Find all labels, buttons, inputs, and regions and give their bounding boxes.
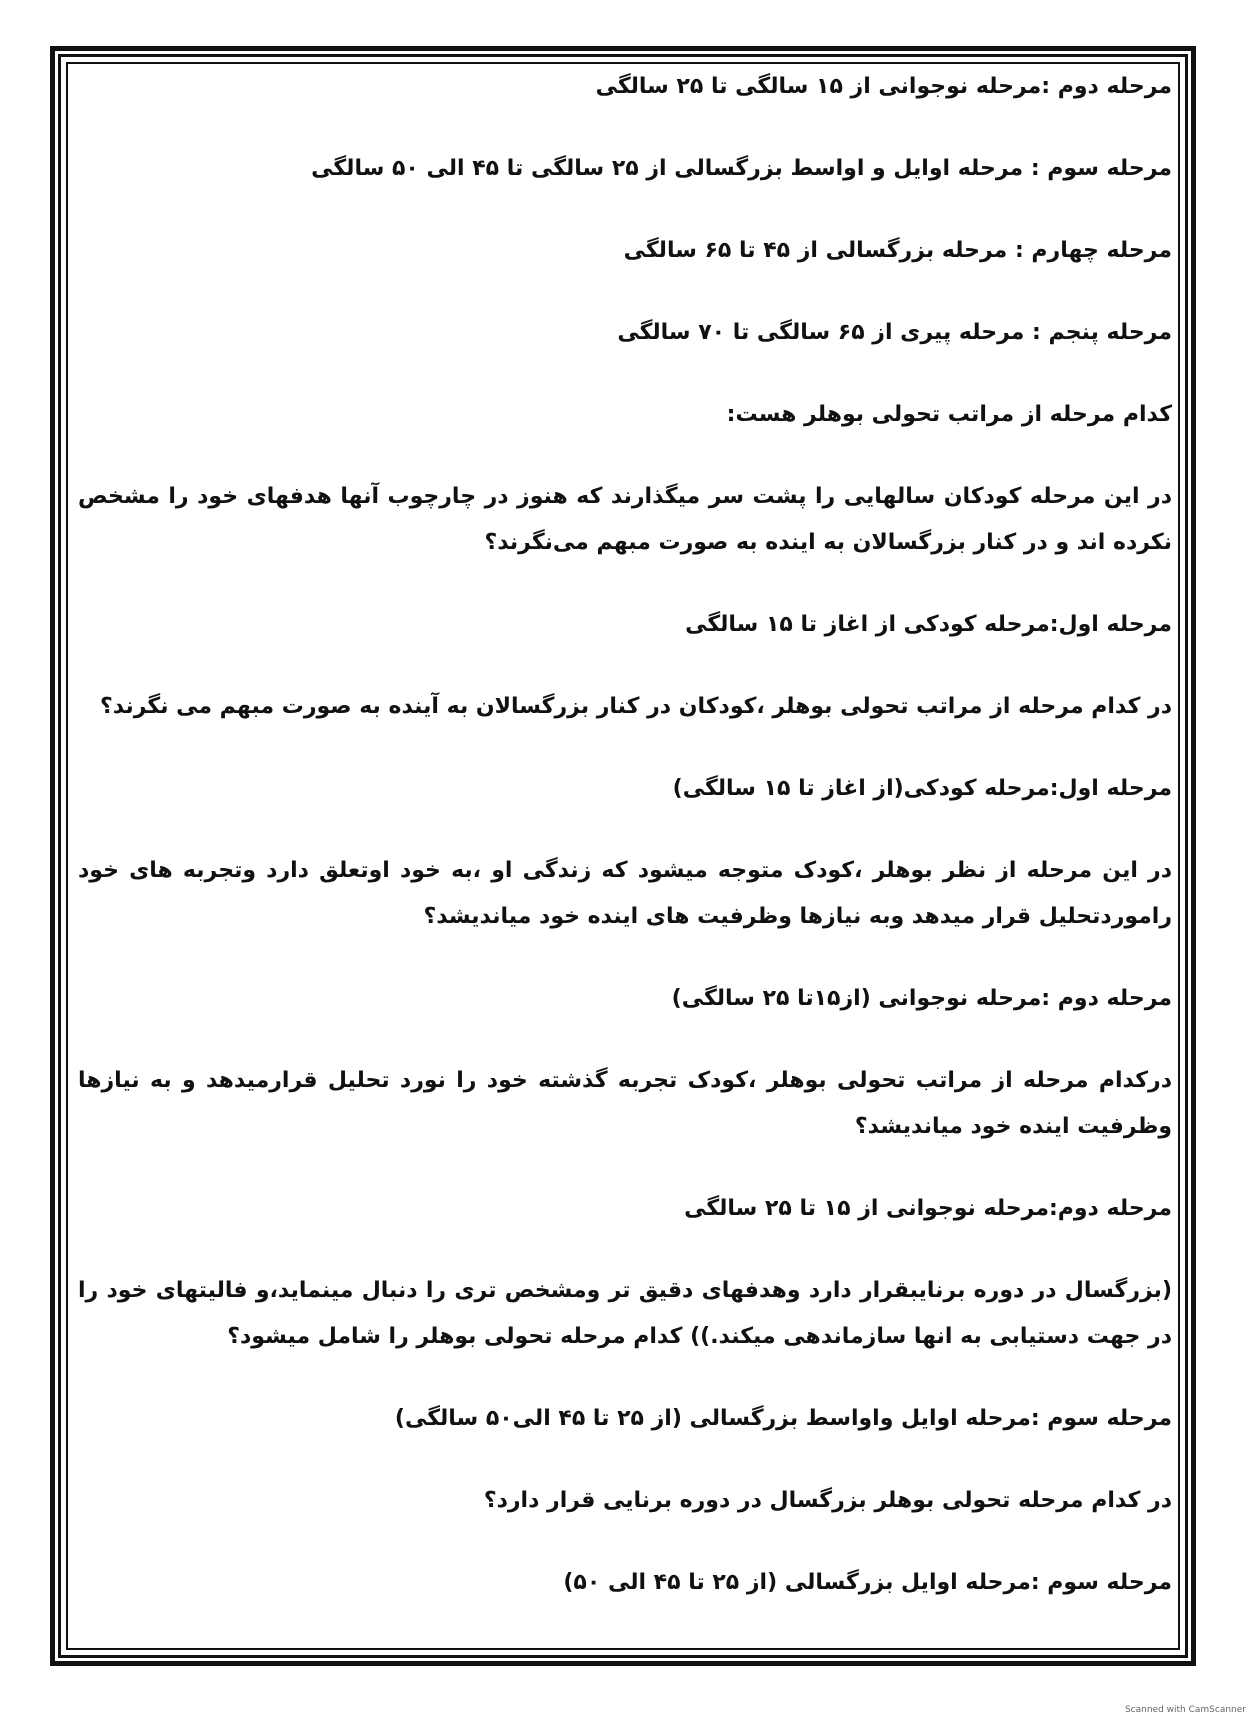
stage-five-line: مرحله پنجم : مرحله پیری از ۶۵ سالگی تا ۷۰ سالگی — [617, 320, 1172, 345]
stage-four-line: مرحله چهارم : مرحله بزرگسالی از ۴۵ تا ۶۵ سالگی — [623, 238, 1172, 263]
stage-two-line: مرحله دوم :مرحله نوجوانی از ۱۵ سالگی تا ۲۵ سالگی — [595, 74, 1172, 99]
answer-4: مرحله دوم:مرحله نوجوانی از ۱۵ تا ۲۵ سالگی — [684, 1196, 1172, 1221]
document-body — [78, 64, 1172, 1606]
question-1: در این مرحله کودکان سالهایی را پشت سر میگذارند که هنوز در چارچوب آنها هدفهای خود را مشخص نکرده اند و در کنار بزرگسالان به اینده به صورت مبهم می‌نگرند؟ — [78, 484, 1172, 555]
scanner-footer: Scanned with CamScanner — [1124, 1705, 1246, 1715]
stage-three-line: مرحله سوم : مرحله اوایل و اواسط بزرگسالی از ۲۵ سالگی تا ۴۵ الی ۵۰ سالگی — [311, 156, 1172, 181]
question-5: (بزرگسال در دوره برنایبقرار دارد وهدفهای دقیق تر ومشخص تری را دنبال مینماید،و فالیتهای خود را در جهت دستیابی به انها سازماندهی میکند.)) کدام مرحله تحولی بوهلر را شامل میشود؟ — [78, 1278, 1172, 1349]
question-2: در کدام مرحله از مراتب تحولی بوهلر ،کودکان در کنار بزرگسالان به آینده به صورت مبهم می نگرند؟ — [100, 694, 1172, 719]
answer-1: مرحله اول:مرحله کودکی از اغاز تا ۱۵ سالگی — [685, 612, 1172, 637]
answer-2: مرحله اول:مرحله کودکی(از اغاز تا ۱۵ سالگی) — [672, 776, 1172, 801]
answer-5: مرحله سوم :مرحله اوایل واواسط بزرگسالی (از ۲۵ تا ۴۵ الی۵۰ سالگی) — [394, 1406, 1172, 1431]
question-4: درکدام مرحله از مراتب تحولی بوهلر ،کودک تجربه گذشته خود را نورد تحلیل قرارمیدهد و به نیازها وظرفیت اینده خود میاندیشد؟ — [78, 1068, 1172, 1139]
question-heading: کدام مرحله از مراتب تحولی بوهلر هست: — [726, 402, 1172, 427]
answer-3: مرحله دوم :مرحله نوجوانی (از۱۵تا ۲۵ سالگی) — [671, 986, 1172, 1011]
answer-6: مرحله سوم :مرحله اوایل بزرگسالی (از ۲۵ تا ۴۵ الی ۵۰) — [563, 1570, 1172, 1595]
question-6: در کدام مرحله تحولی بوهلر بزرگسال در دوره برنایی قرار دارد؟ — [483, 1488, 1172, 1513]
question-3: در این مرحله از نظر بوهلر ،کودک متوجه میشود که زندگی او ،به خود اوتعلق دارد وتجربه های خود راموردتحلیل قرار میدهد وبه نیازها وظرفیت های اینده خود میاندیشد؟ — [78, 858, 1172, 929]
